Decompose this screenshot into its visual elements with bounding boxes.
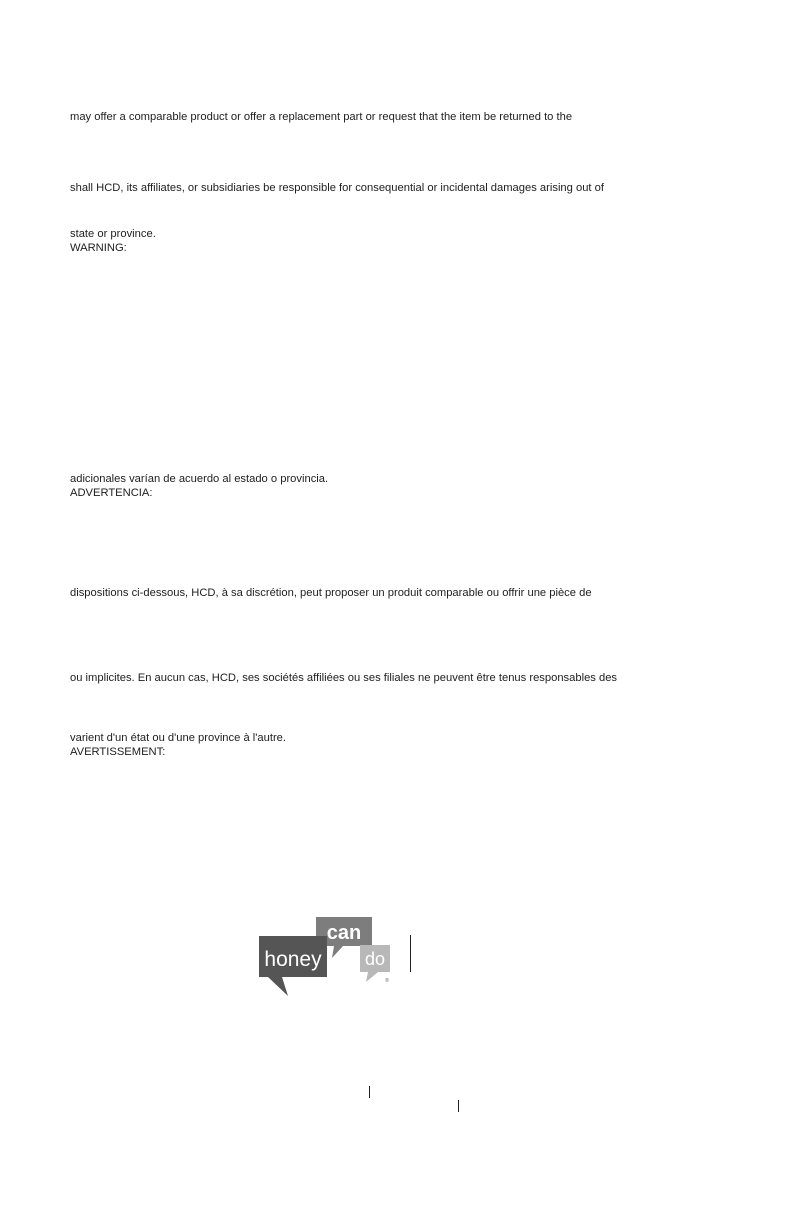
english-liability-line: shall HCD, its affiliates, or subsidiaries be responsible for consequential or incidental damages arising out of bbox=[70, 182, 604, 194]
french-warning-label: AVERTISSEMENT: bbox=[70, 746, 166, 758]
honey-can-do-logo bbox=[258, 912, 394, 1000]
spanish-warning-label: ADVERTENCIA: bbox=[70, 487, 153, 499]
logo-registered-mark: ® bbox=[385, 978, 389, 984]
french-remedy-line: dispositions ci-dessous, HCD, à sa discrétion, peut proposer un produit comparable ou offrir une pièce de bbox=[70, 587, 592, 599]
french-liability-line: ou implicites. En aucun cas, HCD, ses sociétés affiliées ou ses filiales ne peuvent être tenus responsables des bbox=[70, 672, 618, 684]
english-remedy-line: may offer a comparable product or offer a replacement part or request that the item be returned to the bbox=[70, 111, 573, 123]
footer-divider-rule-2 bbox=[458, 1100, 459, 1112]
logo-can-text: can bbox=[326, 922, 362, 944]
french-state-line: varient d'un état ou d'une province à l'autre. bbox=[70, 732, 287, 744]
logo-divider-rule bbox=[410, 935, 411, 972]
english-state-line: state or province. bbox=[70, 228, 156, 240]
spanish-state-line: adicionales varían de acuerdo al estado o provincia. bbox=[70, 473, 329, 485]
logo-honey-text: honey bbox=[264, 948, 322, 971]
english-warning-label: WARNING: bbox=[70, 242, 127, 254]
logo-do-text: do bbox=[364, 949, 386, 969]
footer-divider-rule-1 bbox=[369, 1086, 370, 1098]
